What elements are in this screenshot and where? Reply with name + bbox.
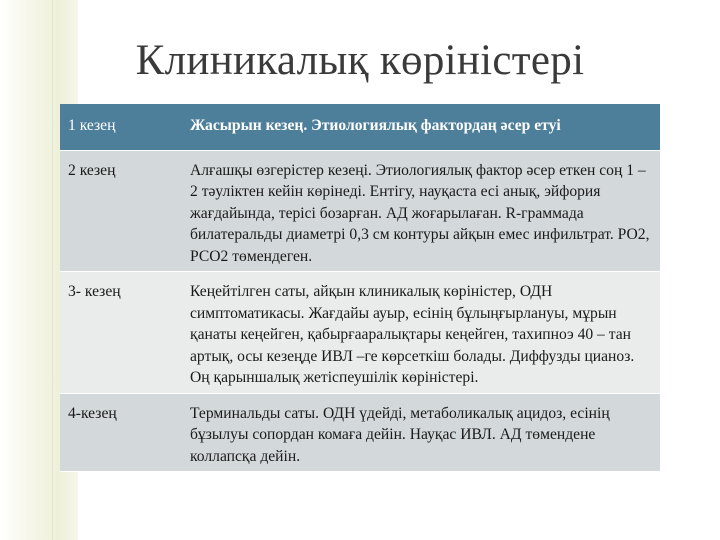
stages-table bbox=[60, 104, 660, 472]
description-cell: Жасырын кезең. Этиологиялық фактордаң әсер етуі bbox=[182, 104, 660, 150]
stage-cell: 3- кезең bbox=[60, 272, 182, 394]
description-cell: Терминальды саты. ОДН үдейді, метаболикалық ацидоз, есінің бұзылуы сопордан комаға дейін. Науқас ИВЛ. АД төмендене коллапсқа дейін. bbox=[182, 393, 660, 472]
description-cell: Кеңейтілген саты, айқын клиникалық көріністер, ОДН симптоматикасы. Жағдайы ауыр, есінің бұлыңғырлануы, мұрын қанаты кеңейген, қабырғааралықтары кеңейген, тахипноэ 40 – тан артық, осы кезеңде ИВЛ –ге көрсеткіш болады. Диффузды цианоз. Оң қарыншалық жетіспеушілік көріністері. bbox=[182, 272, 660, 394]
table-row bbox=[60, 393, 660, 472]
stage-cell: 4-кезең bbox=[60, 393, 182, 472]
stage-cell: 2 кезең bbox=[60, 150, 182, 272]
stage-cell: 1 кезең bbox=[60, 104, 182, 150]
table-row bbox=[60, 272, 660, 394]
table-row bbox=[60, 150, 660, 272]
slide-title: Клиникалық көріністері bbox=[135, 37, 585, 84]
table-row bbox=[60, 104, 660, 150]
description-cell: Алғашқы өзгерістер кезеңі. Этиологиялық фактор әсер еткен соң 1 – 2 тәуліктен кейін көрінеді. Ентігу, науқаста есі анық, эйфория жағдайында, терісі бозарған. АД жоғарылаған. R-граммада билатеральды диаметрі 0,3 см контуры айқын емес инфильтрат. РО2, РСО2 төмендеген. bbox=[182, 150, 660, 272]
